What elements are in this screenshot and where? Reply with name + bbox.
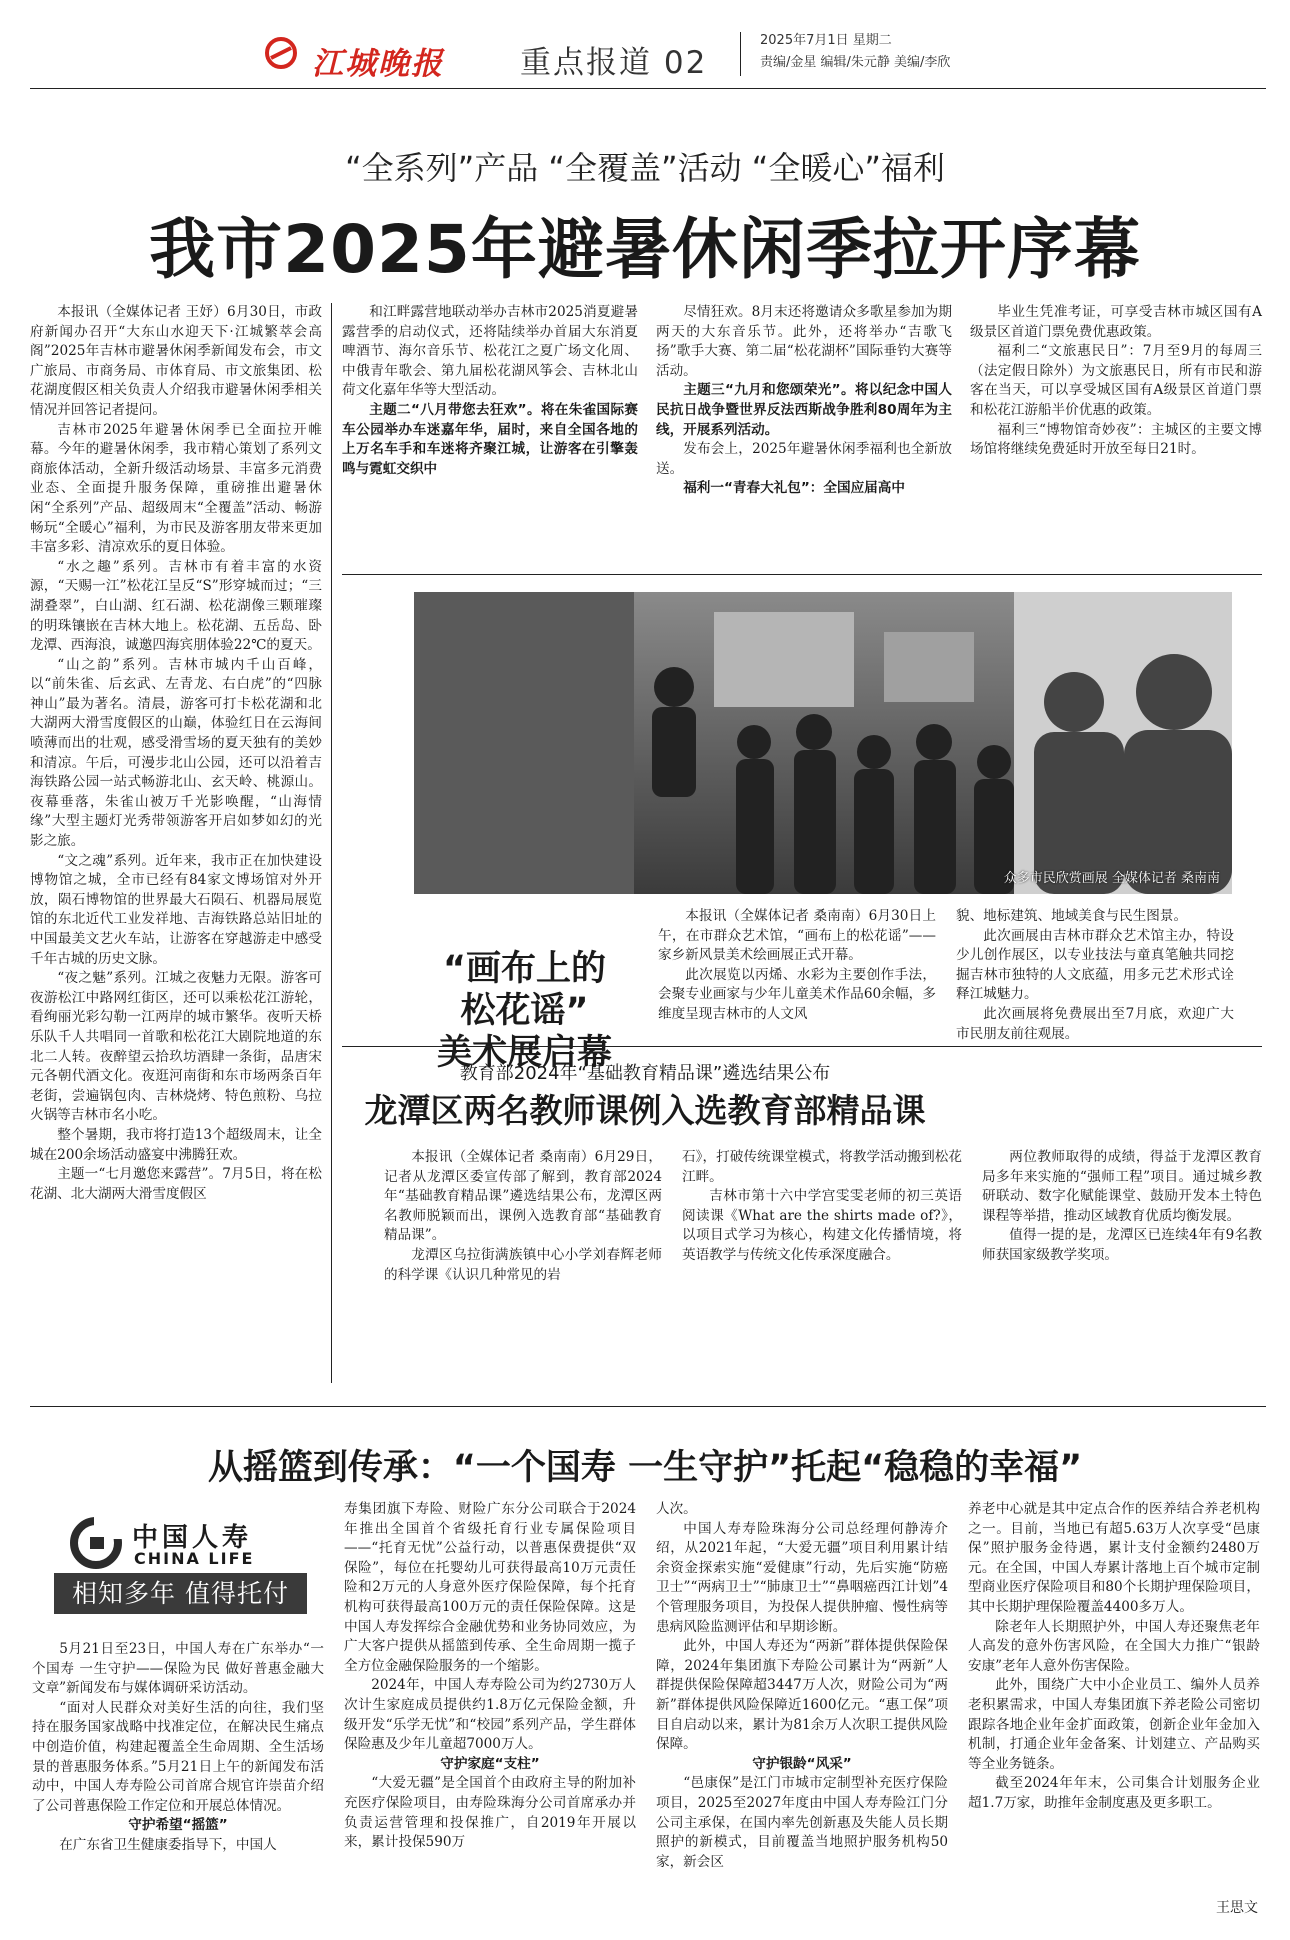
paragraph: 和江畔露营地联动举办吉林市2025消夏避暑露营季的启动仪式，还将陆续举办首届大东消夏啤酒节、海尔音乐节、松花江之夏广场文化周、中俄青年歌会、第九届松花湖风筝会、吉林北山荷文化嘉年华等大型活动。 <box>342 304 638 399</box>
teacher-col-1 <box>384 1148 662 1285</box>
insurance-col-2 <box>344 1500 636 1853</box>
paragraph: “文之魂”系列。近年来，我市正在加快建设博物馆之城，全市已经有84家文博场馆对外开放，陨石博物馆的世界最大石陨石、机器局展览馆的东北近代工业发祥地、吉海铁路总站旧址的中国最美文艺火车站，让游客在穿越游走中感受千年古城的历史文脉。 <box>30 852 322 967</box>
paragraph: 值得一提的是，龙潭区已连续4年有9名教师获国家级教学奖项。 <box>982 1227 1262 1263</box>
insurance-col-1 <box>32 1640 324 1856</box>
paragraph: 整个暑期，我市将打造13个超级周末，让全城在200余场活动盛宴中沸腾狂欢。 <box>30 1126 322 1163</box>
art-title-line: “画布上的 <box>442 949 606 989</box>
teacher-col-3 <box>982 1148 1262 1266</box>
paragraph: 两位教师取得的成绩，得益于龙潭区教育局多年来实施的“强师工程”项目。通过城乡教研联动、数字化赋能课堂、鼓励开发本土特色课程等举措，推动区域教育优质均衡发展。 <box>982 1149 1262 1224</box>
paragraph: 中国人寿寿险珠海分公司总经理何静涛介绍，从2021年起，“大爱无疆”项目利用累计结余资金探索实施“爱健康”行动，先后实施“防癌卫士”“两病卫士”“肺康卫士”“鼻咽癌西江计划”4个管理服务项目，为投保人提供肿瘤、慢性病等患病风险监测评估和早期诊断。 <box>656 1520 948 1635</box>
logo-en: CHINA LIFE <box>134 1549 255 1568</box>
teacher-kicker: 教育部2024年“基础教育精品课”遴选结果公布 <box>459 1063 831 1084</box>
art-col-1 <box>658 907 936 1025</box>
paragraph: 本报讯（全媒体记者 王妤）6月30日，市政府新闻办召开“大东山水迎天下·江城繁萃会高阁”2025年吉林市避暑休闲季新闻发布会，市文广旅局、市商务局、市体育局、市文旅集团、松花湖度假区相关负责人介绍我市避暑休闲季相关情况并回答记者提问。 <box>30 304 322 418</box>
subheading: 守护家庭“支柱” <box>440 1755 540 1772</box>
section-rule <box>342 574 1262 575</box>
paragraph: 寿集团旗下寿险、财险广东分公司联合于2024年推出全国首个省级托育行业专属保险项目——“托育无忧”公益行动，以普惠保费提供“双保险”，每位在托婴幼儿可获得最高10万元责任险和2万元的人身意外医疗保险保障，每个托育机构可获得最高100万元的责任保险保障。这是中国人寿发挥综合金融优势和业务协同效应，为广大客户提供从摇篮到传承、全生命周期一揽子全方位金融保险服务的一个缩影。 <box>344 1501 636 1674</box>
insurance-col-3 <box>656 1500 948 1872</box>
paragraph: 此次画展将免费展出至7月底，欢迎广大市民朋友前往观展。 <box>956 1005 1234 1042</box>
paragraph: “大爱无疆”是全国首个由政府主导的附加补充医疗保险项目，由寿险珠海分公司首席承办并负责运营管理和投保推广，自2019年开展以来，累计投保590万 <box>344 1775 636 1851</box>
main-col-3 <box>656 303 952 499</box>
paragraph: 人次。 <box>656 1501 697 1517</box>
exhibition-photo <box>414 592 1232 894</box>
paragraph: 此次画展由吉林市群众艺术馆主办，特设少儿创作展区，以专业技法与童真笔触共同挖掘吉林市独特的人文底蕴，用多元艺术形式诠释江城魅力。 <box>956 927 1234 1003</box>
paragraph: 本报讯（全媒体记者 桑南南）6月29日，记者从龙潭区委宣传部了解到，教育部2024年“基础教育精品课”遴选结果公布，龙潭区两名教师脱颖而出，课例入选教育部“基础教育精品课”。 <box>384 1149 662 1244</box>
teacher-title: 龙潭区两名教师课例入选教育部精品课 <box>364 1091 926 1130</box>
art-col-2 <box>956 907 1234 1044</box>
paragraph: 尽情狂欢。8月末还将邀请众多歌星参加为期两天的大东音乐节。此外，还将举办“吉歌飞扬”歌手大赛、第二届“松花湖杯”国际垂钓大赛等活动。 <box>656 304 952 379</box>
logo-cn: 中国人寿 <box>132 1523 253 1553</box>
subheading: 守护希望“摇篮” <box>128 1817 228 1834</box>
insurance-col-4 <box>968 1500 1260 1814</box>
art-title-line: 松花谣” <box>460 991 589 1031</box>
paragraph: 福利一“青春大礼包”：全国应届高中 <box>683 480 905 497</box>
paragraph: 截至2024年年末，公司集合计划服务企业超1.7万家，助推年金制度惠及更多职工。 <box>968 1775 1260 1811</box>
paragraph: 此次展览以丙烯、水彩为主要创作手法，会聚专业画家与少年儿童美术作品60余幅，多维度呈现吉林市的人文风 <box>658 966 936 1022</box>
paragraph: 福利三“博物馆奇妙夜”：主城区的主要文博场馆将继续免费延时开放至每日21时。 <box>970 421 1262 458</box>
section-title: 重点报道 02 <box>520 45 708 81</box>
paragraph: “水之趣”系列。吉林市有着丰富的水资源，“天赐一江”松花江呈反“S”形穿城而过；“三湖叠翠”，白山湖、红石湖、松花湖像三颗璀璨的明珠镶嵌在吉林大地上。松花湖、五岳岛、卧龙潭、西海浪，诚邀四海宾朋体验22℃的夏天。 <box>30 558 322 654</box>
paragraph: 龙潭区乌拉街满族镇中心小学刘春辉老师的科学课《认识几种常见的岩 <box>384 1246 662 1283</box>
paragraph: 除老年人长期照护外，中国人寿还聚焦老年人高发的意外伤害风险，在全国大力推广“银龄安康”老年人意外伤害保险。 <box>968 1618 1260 1674</box>
paragraph: 养老中心就是其中定点合作的医养结合养老机构之一。目前，当地已有超5.63万人次享受“邑康保”照护服务金待遇，累计支付金额约2480万元。在全国，中国人寿累计落地上百个城市定制型商业医疗保险项目和80个长期护理保险项目，其中长期护理保险覆盖4400多万人。 <box>968 1501 1260 1615</box>
main-headline: 我市2025年避暑休闲季拉开序幕 <box>149 211 1141 288</box>
masthead-rule <box>30 88 1266 89</box>
paragraph: 福利二“文旅惠民日”：7月至9月的每周三（法定假日除外）为文旅惠民日，所有市民和游客在当天，可以享受城区国有A级景区首道门票和松花江游船半价优惠的政策。 <box>970 343 1262 418</box>
main-col-2 <box>342 303 638 479</box>
paragraph: 毕业生凭准考证，可享受吉林市城区国有A级景区首道门票免费优惠政策。 <box>970 304 1262 340</box>
art-title <box>402 948 647 1074</box>
china-life-logo-icon <box>70 1517 122 1573</box>
main-col-4 <box>970 303 1262 460</box>
paragraph: 此外，中国人寿还为“两新”群体提供保险保障，2024年集团旗下寿险公司累计为“两新”人群提供保险保障超3447万人次，财险公司为“两新”群体提供风险保障近1600亿元。“惠工保”项目自启动以来，累计为81余万人次职工提供风险保障。 <box>656 1638 948 1753</box>
paragraph: 貌、地标建筑、地域美食与民生图景。 <box>956 908 1188 924</box>
china-life-logo <box>70 1517 290 1569</box>
paragraph: 主题三“九月和您颂荣光”。将以纪念中国人民抗日战争暨世界反法西斯战争胜利80周年为主线，开展系列活动。 <box>656 382 952 438</box>
section-rule <box>30 1406 1266 1407</box>
paragraph: “面对人民群众对美好生活的向往，我们坚持在服务国家战略中找准定位，在解决民生痛点中创造价值，构建起覆盖全生命周期、全生活场景的普惠服务体系。”5月21日上午的新闻发布活动中，中国人寿寿险公司首席合规官许崇苗介绍了公司普惠保险工作定位和开展总体情况。 <box>32 1699 324 1814</box>
art-title-line: 美术展启幕 <box>436 1033 612 1073</box>
paragraph: “山之韵”系列。吉林市城内千山百峰，以“前朱雀、后玄武、左青龙、右白虎”的“四脉神山”最为著名。清晨，游客可打卡松花湖和北大湖两大滑雪度假区的山巅，体验红日在云海间喷薄而出的壮观，感受滑雪场的夏天独有的美妙和清凉。午后，可漫步北山公园，还可以沿着吉海铁路公园一站式畅游北山、玄天岭、桃源山。夜幕垂落，朱雀山被万千光影唤醒，“山海情缘”大型主题灯光秀带领游客开启如梦如幻的光影之旅。 <box>30 656 322 850</box>
column-divider <box>331 303 332 1383</box>
teacher-col-2 <box>682 1148 962 1266</box>
paragraph: 吉林市第十六中学宫雯雯老师的初三英语阅读课《What are the shirts made of?》，以项目式学习为核心，构建文化传播情境，将英语教学与传统文化传承深度融合。 <box>682 1188 962 1263</box>
masthead-logo-icon <box>264 36 298 70</box>
paragraph: 5月21日至23日，中国人寿在广东举办“一个国寿 一生守护——保险为民 做好普惠金融大文章”新闻发布与媒体调研采访活动。 <box>32 1641 324 1697</box>
paragraph: “邑康保”是江门市城市定制型补充医疗保险项目，2025至2027年度由中国人寿寿险江门分公司主承保，在国内率先创新惠及失能人员长期照护的新模式，目前覆盖当地照护服务机构50家，新会区 <box>656 1775 948 1870</box>
paragraph: 石》，打破传统课堂模式，将教学活动搬到松花江畔。 <box>682 1149 962 1185</box>
section-rule <box>342 1046 1262 1047</box>
paragraph: 吉林市2025年避暑休闲季已全面拉开帷幕。今年的避暑休闲季，我市精心策划了系列文商旅体活动，全新升级活动场景、丰富多元消费业态、全面提升服务保障，重磅推出避暑休闲“全系列”产品、超级周末“全覆盖”活动、畅游畅玩“全暖心”福利，为市民及游客朋友带来更加丰富多彩、清凉欢乐的夏日体验。 <box>30 421 322 556</box>
editors-line: 责编/金星 编辑/朱元静 美编/李欣 <box>760 55 951 70</box>
insurance-slogan: 相知多年 值得托付 <box>54 1573 307 1614</box>
insurance-title: 从摇篮到传承：“一个国寿 一生守护”托起“稳稳的幸福” <box>207 1448 1083 1488</box>
paragraph: 此外，围绕广大中小企业员工、编外人员养老积累需求，中国人寿集团旗下养老险公司密切跟踪各地企业年金扩面政策，创新企业年金加入机制，打通企业年金备案、计划建立、产品购买等全业务链条。 <box>968 1677 1260 1772</box>
paragraph: 本报讯（全媒体记者 桑南南）6月30日上午，在市群众艺术馆，“画布上的松花谣”——家乡新风景美术绘画展正式开幕。 <box>658 908 936 964</box>
photo-caption: 众多市民欣赏画展 全媒体记者 桑南南 <box>1003 871 1220 886</box>
masthead-meta <box>760 30 950 74</box>
masthead-logo: 江城晚报 <box>312 46 444 82</box>
paragraph: 2024年，中国人寿寿险公司为约2730万人次计生家庭成员提供约1.8万亿元保险金额，升级开发“乐学无忧”和“校园”系列产品，学生群体保险惠及少年儿童超7000万人。 <box>344 1677 636 1753</box>
paragraph: “夜之魅”系列。江城之夜魅力无限。游客可夜游松江中路网红街区，还可以乘松花江游轮，看绚丽光彩勾勒一江两岸的城市繁华。夜听天桥乐队千人共唱同一首歌和松花江大剧院地道的东北二人转。夜醉望云拾玖坊酒肆一条街，品唐宋元各朝代酒文化。夜逛河南街和东市场两条百年老街，尝遍锅包肉、吉林烧烤、特色煎粉、乌拉火锅等吉林市名小吃。 <box>30 970 322 1124</box>
subheading: 守护银龄“风采” <box>752 1755 852 1772</box>
paragraph: 主题二“八月带您去狂欢”。将在朱雀国际赛车公园举办车迷嘉年华，届时，来自全国各地的上万名车手和车迷将齐聚江城，让游客在引擎轰鸣与霓虹交织中 <box>342 401 638 477</box>
paragraph: 发布会上，2025年避暑休闲季福利也全新放送。 <box>656 441 952 477</box>
masthead-divider <box>740 32 741 76</box>
paragraph: 主题一“七月邀您来露营”。7月5日，将在松花湖、北大湖两大滑雪度假区 <box>30 1166 322 1202</box>
author-byline: 王思文 <box>1216 1900 1258 1916</box>
main-kicker: “全系列”产品 “全覆盖”活动 “全暖心”福利 <box>345 149 945 187</box>
paragraph: 在广东省卫生健康委指导下，中国人 <box>59 1836 277 1853</box>
date-line: 2025年7月1日 星期二 <box>760 33 892 48</box>
